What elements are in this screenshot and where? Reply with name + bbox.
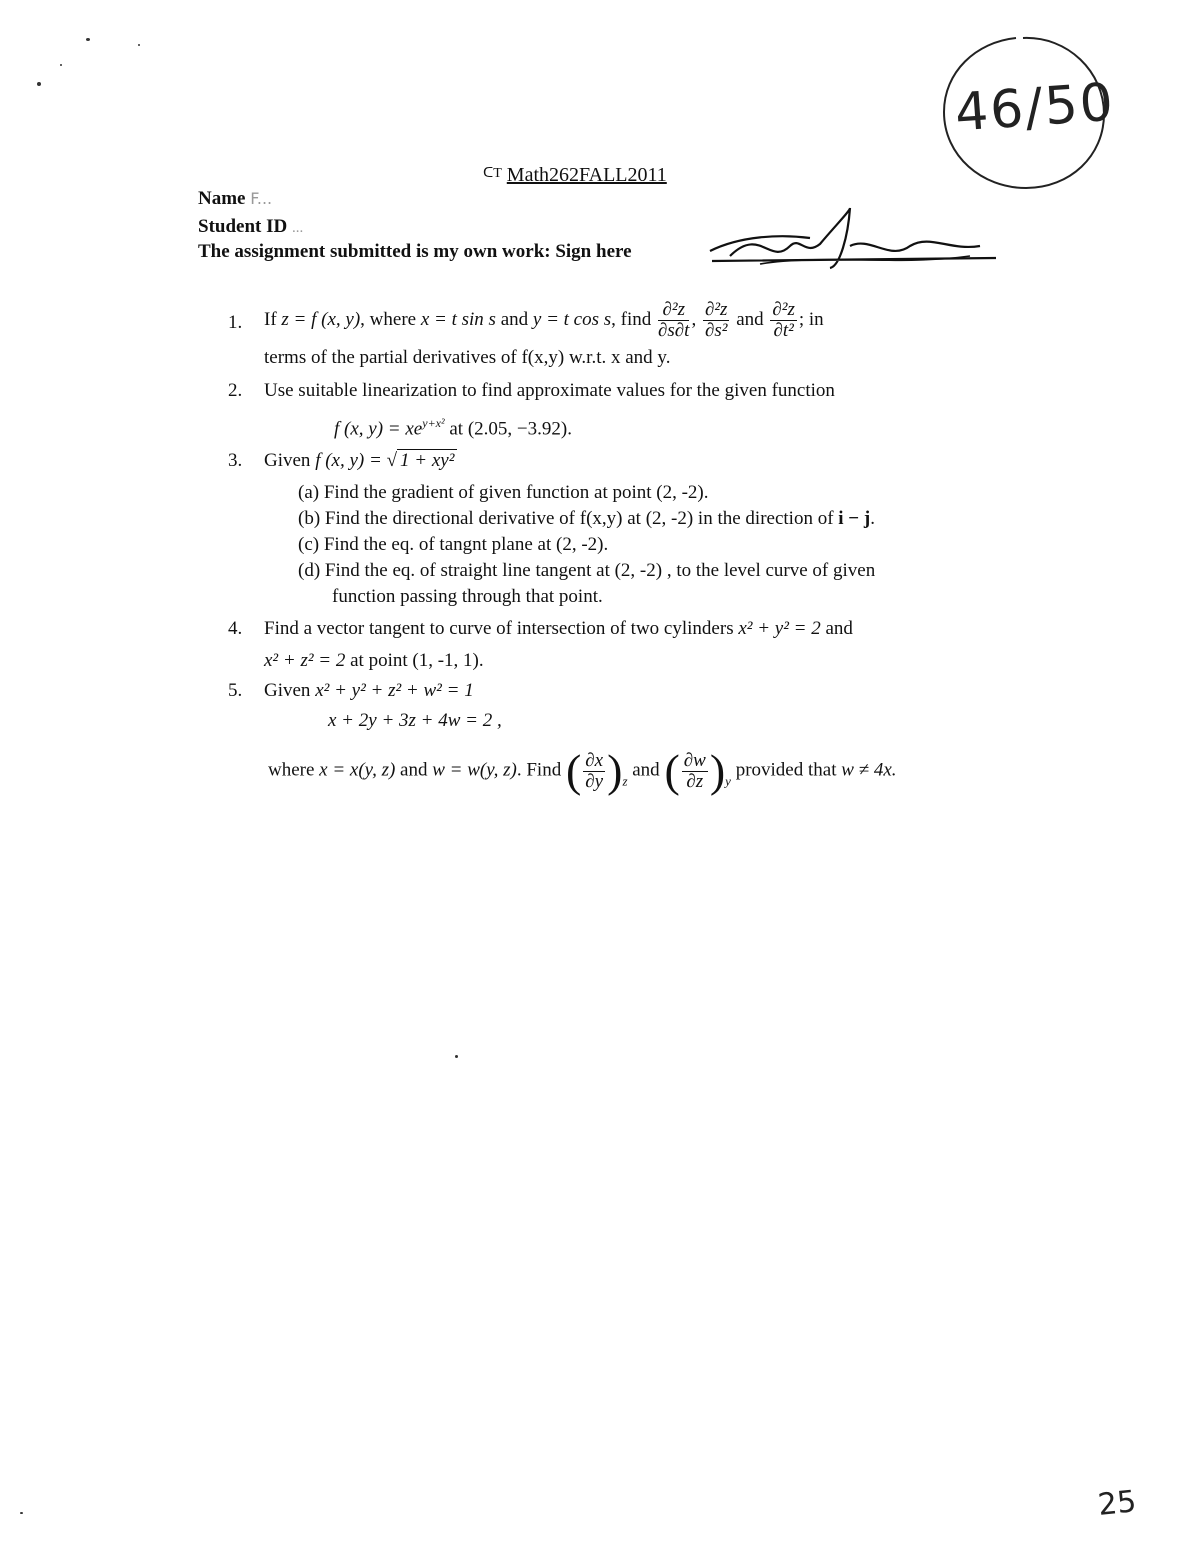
q5-subscript-1: z — [622, 773, 628, 789]
course-title-text: Math262FALL2011 — [506, 164, 667, 186]
question-3 — [228, 448, 988, 610]
q4-line-2: at point (1, -1, 1). — [350, 650, 484, 671]
q5-eq-1: x² + y² + z² + w² = 1 — [315, 680, 474, 701]
q5-cond-1: x = x(y, z) — [319, 759, 396, 781]
name-row — [198, 188, 272, 210]
q5-derivative-1: $\frac{\partial x}{\partial y}$ — [585, 749, 604, 792]
q5-and: and — [400, 759, 428, 781]
student-id-value: ... — [291, 220, 304, 236]
question-number: 2. — [228, 380, 243, 401]
question-5: 5. Given x² + y² + z² + w² = 1 x + 2y + 3z + 4w = 2 , where x = x(y, z) and w = w(y, z). Find ( $\frac{\partial x}{\partial y}$ )$_z$ and ( $\frac{\partial w}{\partial z}$ )$_y$ provided that w ≠ 4x. — [228, 680, 897, 796]
signature-label: The assignment submitted is my own work: Sign here — [198, 241, 632, 262]
course-title — [483, 164, 667, 187]
course-prefix-mark: ᑕT — [483, 166, 502, 181]
q3-part-b: (b) Find the directional derivative of f(x,y) at (2, -2) in the direction of i − j. — [298, 508, 875, 529]
q1-expr-y: y = t cos s — [532, 308, 612, 330]
q3-formula: f (x, y) = — [315, 450, 382, 471]
question-1: 1. If z = f (x, y), where x = t sin s and y = t cos s, find $\frac{\text{∂²z}}{\partial s\partial t}$ , $\frac{\text{∂²z}}{\text{∂s²}}$ and $\frac{\text{∂²z}}{\text{∂t²}}$ ; in terms of the partial derivatives of f(x,y) w.r.t. x and y. — [228, 300, 988, 371]
sqrt-icon: √ — [386, 450, 397, 471]
q1-lead: If — [264, 308, 277, 330]
q1-where: , where — [360, 308, 417, 330]
q1-and: and — [500, 308, 529, 330]
q1-fraction-1: $\frac{\text{∂²z}}{\partial s\partial t}$ — [658, 299, 690, 341]
q4-eq-2: x² + z² = 2 — [264, 650, 346, 671]
scan-speck — [20, 1512, 23, 1514]
score-mark: 46/50 — [953, 72, 1117, 144]
scan-speck — [37, 82, 41, 86]
scan-speck — [60, 64, 62, 66]
q5-subscript-2: y — [725, 773, 731, 789]
name-label: Name — [198, 188, 246, 209]
name-value: F... — [250, 189, 273, 208]
q5-eq-2: x + 2y + 3z + 4w = 2 , — [328, 710, 502, 731]
q1-tail: ; in — [798, 308, 824, 330]
student-id-row — [198, 216, 303, 238]
q1-fraction-3: $\frac{\text{∂²z}}{\text{∂t²}}$ — [772, 299, 795, 341]
q5-find: . Find — [516, 759, 562, 781]
q3-part-d-line-2: function passing through that point. — [332, 586, 603, 607]
q5-derivative-2: $\frac{\partial w}{\partial z}$ — [683, 749, 706, 792]
q4-line-1: Find a vector tangent to curve of intersection of two cylinders — [264, 618, 734, 639]
q3-part-d: (d) Find the eq. of straight line tangent at (2, -2) , to the level curve of given — [298, 560, 876, 581]
q5-condition: w ≠ 4x. — [841, 759, 897, 781]
q1-fraction-2: $\frac{\text{∂²z}}{\text{∂s²}}$ — [704, 299, 728, 341]
scan-speck — [455, 1055, 458, 1058]
question-4 — [228, 616, 988, 674]
signature-statement — [198, 241, 632, 263]
q1-and-2: and — [736, 308, 764, 330]
q5-provided: provided that — [735, 759, 837, 781]
q5-where: where — [268, 759, 315, 781]
page-number: 25 — [1096, 1484, 1138, 1523]
q1-line-2: terms of the partial derivatives of f(x,y) w.r.t. x and y. — [264, 347, 671, 368]
student-id-label: Student ID — [198, 216, 288, 237]
q3-part-a: (a) Find the gradient of given function at point (2, -2). — [298, 482, 709, 503]
q2-formula: f (x, y) = xe — [334, 418, 423, 440]
q5-lead: Given — [264, 680, 311, 701]
question-number: 3. — [228, 450, 243, 471]
q2-point: at (2.05, −3.92). — [449, 418, 572, 440]
q2-line-1: Use suitable linearization to find approximate values for the given function — [264, 380, 835, 401]
q1-find: , find — [611, 308, 652, 330]
question-number: 5. — [228, 680, 243, 701]
q3-lead: Given — [264, 450, 311, 471]
signature-scribble-icon — [700, 206, 1000, 276]
question-number: 4. — [228, 618, 243, 639]
scan-speck — [138, 44, 140, 46]
q4-eq-1: x² + y² = 2 — [738, 618, 821, 639]
q4-and: and — [825, 618, 853, 639]
question-2 — [228, 378, 988, 442]
scan-speck — [86, 38, 90, 41]
q5-cond-2: w = w(y, z) — [432, 759, 517, 781]
q1-expr-x: x = t sin s — [420, 308, 496, 330]
q1-expr-z: z = f (x, y) — [281, 308, 361, 330]
q2-exponent: y+x² — [422, 416, 445, 430]
q3-part-c: (c) Find the eq. of tangnt plane at (2, -2). — [298, 534, 609, 555]
q3-radicand: 1 + xy² — [397, 449, 457, 471]
q5-and-2: and — [632, 759, 660, 781]
q3-vector: i − j — [838, 508, 871, 529]
question-number: 1. — [228, 312, 243, 333]
